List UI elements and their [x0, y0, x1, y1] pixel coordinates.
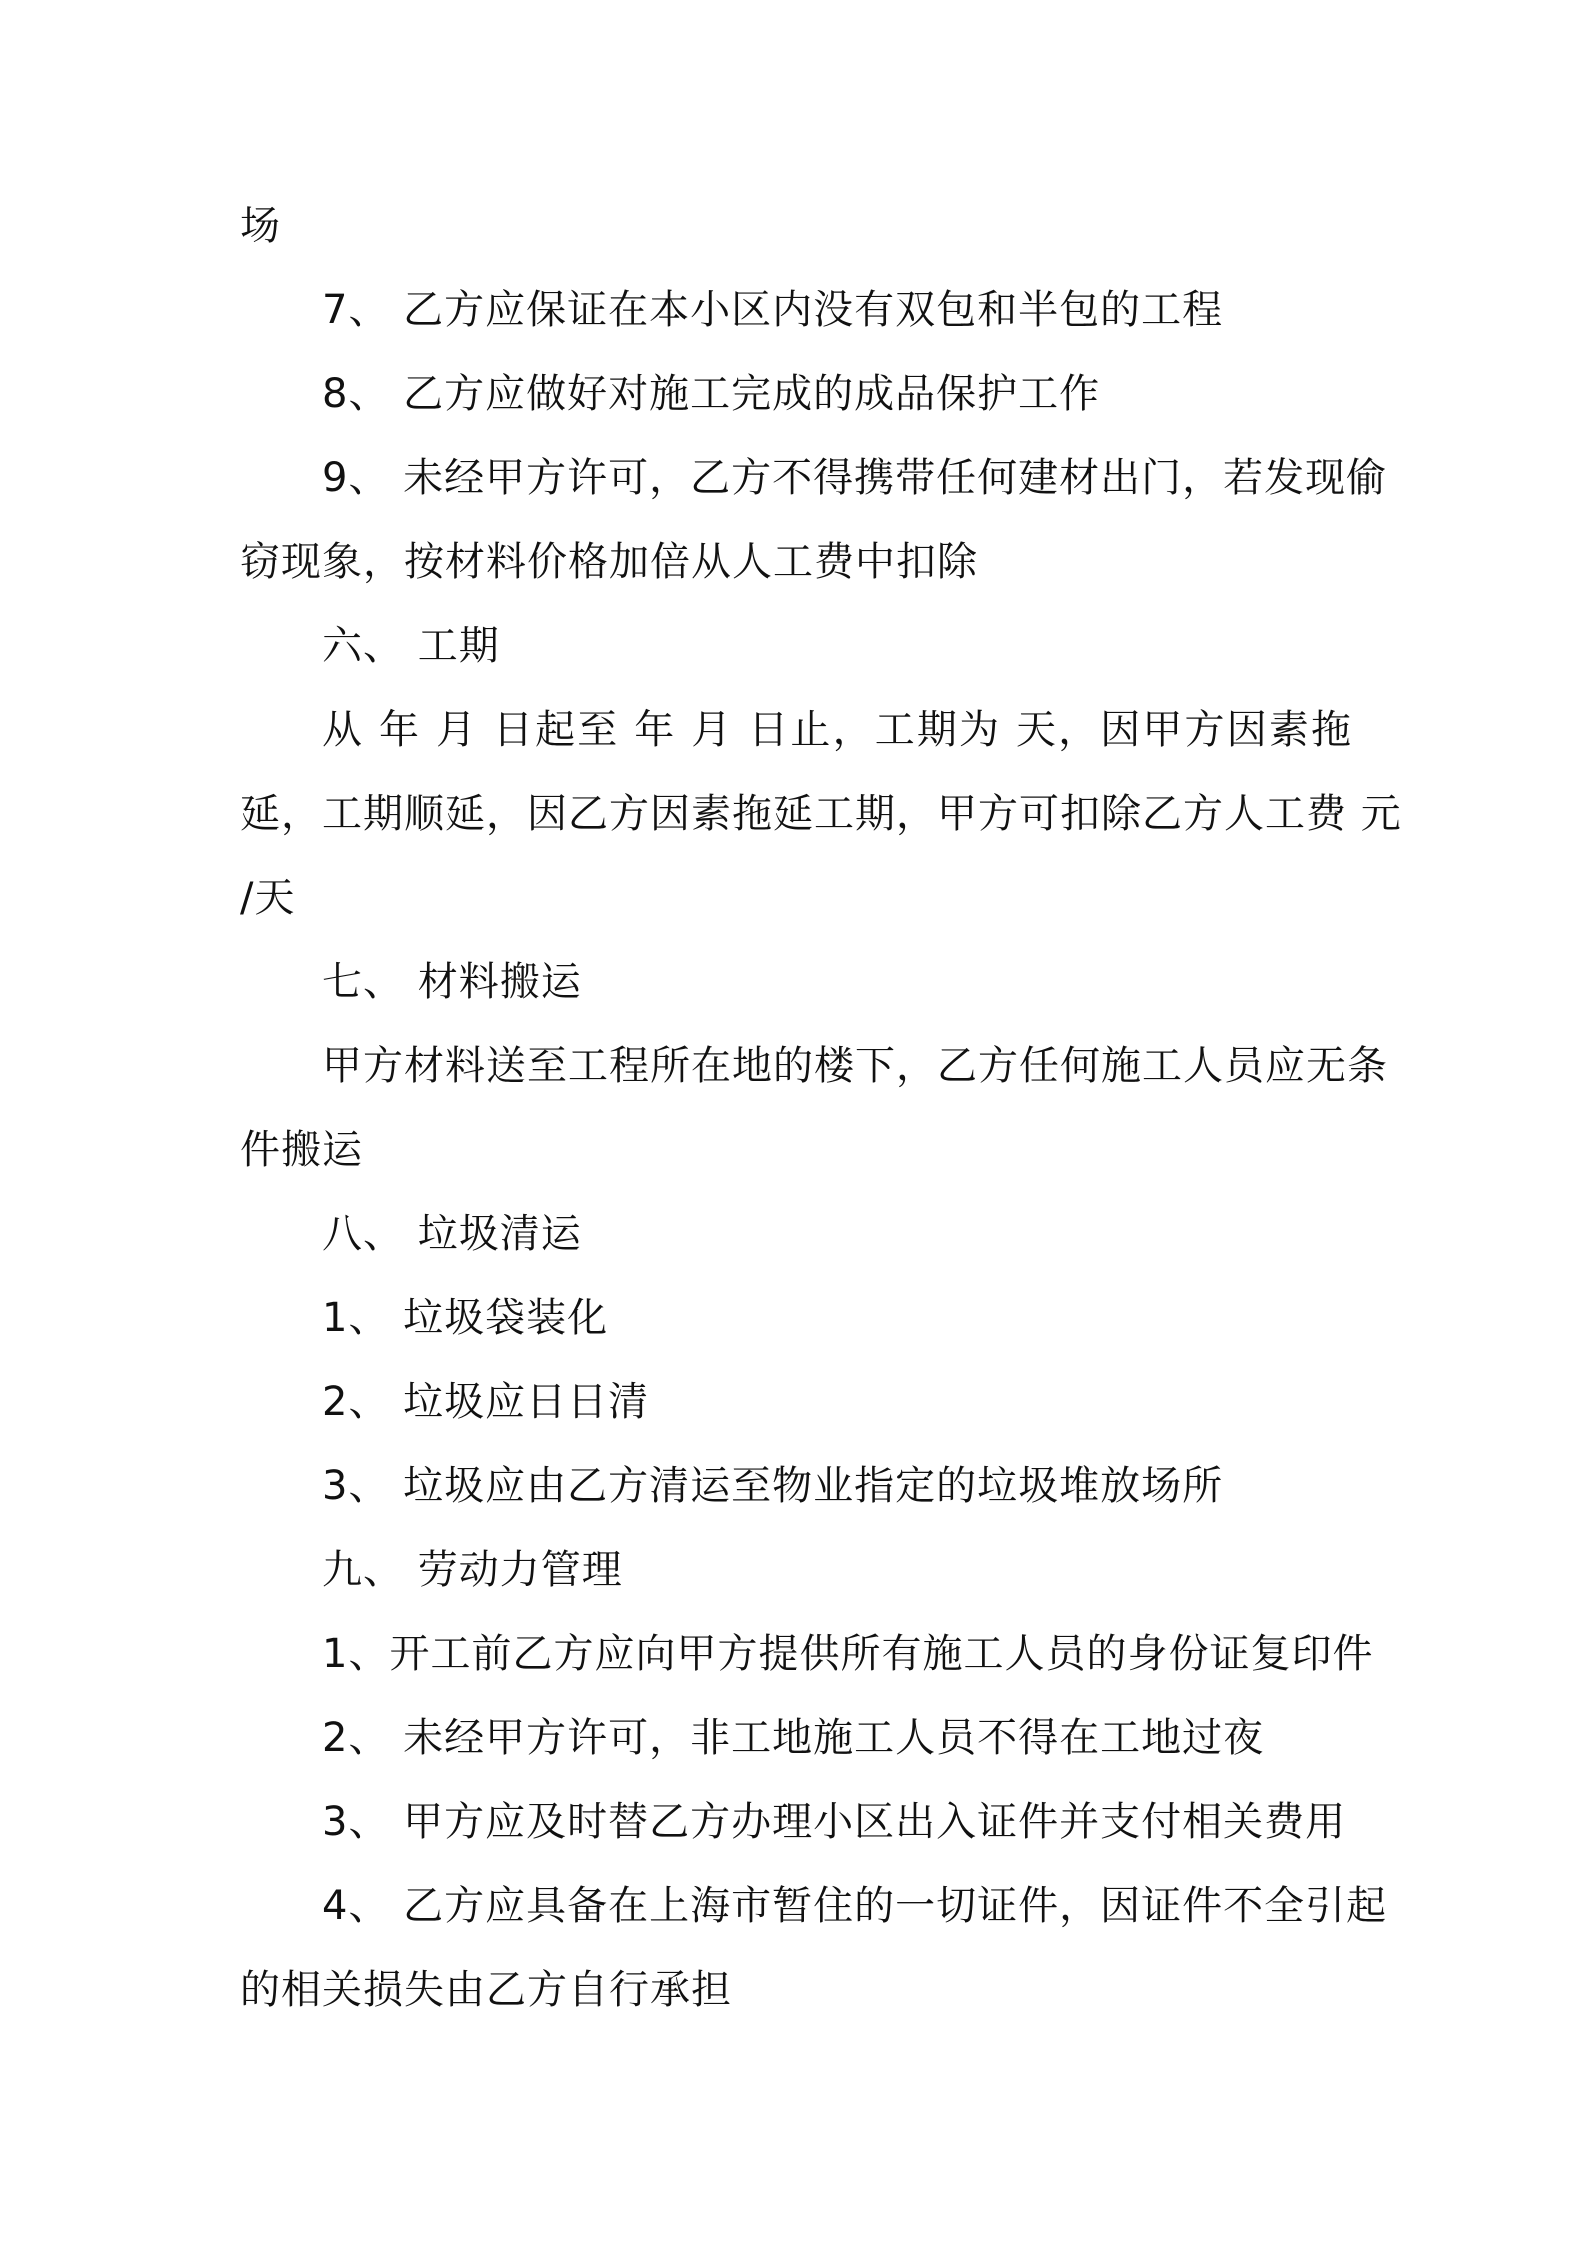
list-item-9-4-cont: 的相关损失由乙方自行承担 [240, 1967, 732, 2013]
list-item-9-cont: 窃现象，按材料价格加倍从人工费中扣除 [240, 539, 978, 585]
list-item-9-1: 1、开工前乙方应向甲方提供所有施工人员的身份证复印件 [322, 1631, 1374, 1677]
list-item-8-1: 1、 垃圾袋装化 [322, 1295, 609, 1341]
section-heading-9: 九、 劳动力管理 [322, 1547, 623, 1593]
list-item-9-3: 3、 甲方应及时替乙方办理小区出入证件并支付相关费用 [322, 1799, 1347, 1845]
list-item-9-4: 4、 乙方应具备在上海市暂住的一切证件，因证件不全引起 [322, 1883, 1388, 1929]
section-heading-8: 八、 垃圾清运 [322, 1211, 582, 1257]
list-item-8-3: 3、 垃圾应由乙方清运至物业指定的垃圾堆放场所 [322, 1463, 1224, 1509]
section-heading-6: 六、 工期 [322, 623, 500, 669]
paragraph-schedule-cont2: /天 [240, 875, 296, 921]
paragraph-schedule: 从 年 月 日起至 年 月 日止，工期为 天，因甲方因素拖 [322, 707, 1352, 753]
paragraph-schedule-cont: 延，工期顺延，因乙方因素拖延工期，甲方可扣除乙方人工费 元 [240, 791, 1402, 837]
paragraph-materials-cont: 件搬运 [240, 1127, 363, 1173]
list-item-9-2: 2、 未经甲方许可，非工地施工人员不得在工地过夜 [322, 1715, 1265, 1761]
list-item-8: 8、 乙方应做好对施工完成的成品保护工作 [322, 371, 1101, 417]
list-item-9: 9、 未经甲方许可，乙方不得携带任何建材出门，若发现偷 [322, 455, 1388, 501]
section-heading-7: 七、 材料搬运 [322, 959, 582, 1005]
list-item-7: 7、 乙方应保证在本小区内没有双包和半包的工程 [322, 287, 1224, 333]
paragraph-materials: 甲方材料送至工程所在地的楼下，乙方任何施工人员应无条 [322, 1043, 1388, 1089]
text-line-cont-1: 场 [240, 203, 281, 249]
list-item-8-2: 2、 垃圾应日日清 [322, 1379, 650, 1425]
